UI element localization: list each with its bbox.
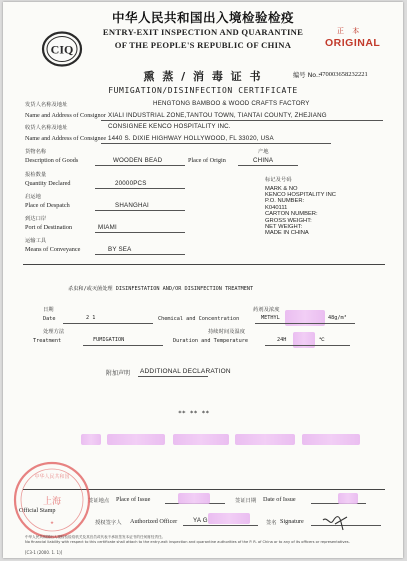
consignor-line2: XIALI INDUSTRIAL ZONE,TANTOU TOWN, TIANTAI COUNTY, ZHEJIANG: [108, 112, 327, 119]
officer-name: YA G: [193, 517, 208, 524]
quantity-underline: [95, 188, 185, 189]
method-label-cn: 处理方法: [43, 329, 65, 335]
origin-label-en: Place of Origin: [188, 157, 226, 164]
destination-value: MIAMI: [98, 224, 117, 231]
concentration-unit: 48g/m³: [328, 315, 347, 321]
origin-label-cn: 产地: [258, 149, 269, 155]
goods-value: WOODEN BEAD: [113, 157, 163, 164]
origin-underline: [238, 165, 298, 166]
goods-label-cn: 货物名称: [25, 149, 47, 155]
redacted-block: [173, 434, 229, 445]
despatch-label-cn: 启运地: [25, 194, 41, 200]
marks-block: [265, 192, 336, 237]
treatment-section-label: 杀虫和/或灭菌处理 DISINFESTATION AND/OR DISINFECTION TREATMENT: [68, 286, 254, 292]
redacted-block: [235, 434, 295, 445]
marks-label-en: MARK & NO: [265, 186, 298, 192]
method-underline: [83, 345, 163, 346]
chemical-label-en: Chemical and Concentration: [158, 316, 240, 322]
official-stamp-icon: [12, 460, 92, 540]
quantity-value: 20000PCS: [115, 180, 147, 187]
certificate-title-en: FUMIGATION/DISINFECTION CERTIFICATE: [108, 86, 298, 95]
destination-label-en: Port of Destination: [25, 224, 73, 231]
despatch-label-en: Place of Despatch: [25, 202, 70, 209]
conveyance-label-cn: 运输工具: [25, 238, 47, 244]
consignor-underline: [101, 120, 383, 121]
quantity-label-en: Quantity Declared: [25, 180, 71, 187]
conveyance-value: BY SEA: [108, 246, 132, 253]
temperature-unit: ℃: [319, 337, 325, 343]
svg-text:中华人民共和国: 中华人民共和国: [34, 474, 70, 480]
additional-underline: [138, 376, 208, 377]
original-label-en: ORIGINAL: [325, 37, 381, 49]
method-label-en: Treatment: [33, 338, 62, 344]
despatch-underline: [95, 210, 185, 211]
conveyance-label-en: Means of Conveyance: [25, 246, 81, 253]
destination-label-cn: 到达口岸: [25, 216, 47, 222]
consignee-label-cn: 收货人名称及地址: [25, 125, 68, 131]
marks-line: P.O. NUMBER:: [265, 198, 305, 205]
official-stamp-label: Official Stamp: [19, 507, 56, 514]
duration-label-en: Duration and Temperature: [173, 338, 248, 344]
duration-underline: [265, 345, 350, 346]
date-value: 2 1: [86, 315, 96, 321]
section-divider-top: [23, 264, 385, 265]
certificate-title-cn: 熏 蒸 / 消 毒 证 书: [143, 70, 263, 83]
consignor-label-en: Name and Address of Consignor: [25, 112, 106, 119]
marks-line: K040111: [265, 204, 288, 211]
marks-line: NET WEIGHT:: [265, 224, 303, 231]
despatch-value: SHANGHAI: [115, 202, 149, 209]
officer-label-en: Authorized Officer: [130, 518, 178, 525]
authority-title-cn: 中华人民共和国出入境检验检疫: [111, 10, 294, 25]
date-of-issue-label-en: Date of Issue: [263, 496, 296, 503]
place-of-issue-label-cn: 签证地点: [88, 498, 110, 504]
disclaimer-cn: 中华人民共和国出入境检验检疫机关及其官员或代表不承担签发本证书的任何财经责任。: [25, 535, 166, 539]
marks-label-cn: 标记及号码: [265, 177, 292, 183]
certificate-sheet: [3, 2, 403, 558]
redacted-block: [107, 434, 165, 445]
redacted-officer: [208, 513, 250, 524]
redacted-block: [81, 434, 101, 445]
officer-label-cn: 授权签字人: [95, 520, 122, 526]
certificate-number: 470003658232221: [319, 71, 368, 78]
certificate-number-label: 编号 No.:: [293, 72, 321, 79]
date-label-cn: 日期: [43, 307, 54, 313]
signature-label-cn: 签名: [266, 520, 277, 526]
authority-title-en-line2: OF THE PEOPLE'S REPUBLIC OF CHINA: [114, 40, 292, 50]
consignee-line1: CONSIGNEE KENCO HOSPITALITY INC.: [108, 123, 231, 130]
date-of-issue-label-cn: 签证日期: [235, 498, 257, 504]
consignee-underline: [101, 143, 331, 144]
method-value: FUMIGATION: [93, 337, 125, 343]
redacted-place: [178, 493, 210, 504]
form-code: [C3-1 (2000. 1. 1)]: [25, 550, 63, 555]
officer-underline: [183, 525, 258, 526]
disclaimer-en: No financial liability with respect to this certificate shall attach to the entry-exit inspection and quarantine authorities of the P. R. of China or to any of its officers or representatives.: [25, 540, 350, 544]
chemical-label-cn: 药剂及浓度: [253, 307, 280, 313]
authority-title-en-line1: ENTRY-EXIT INSPECTION AND QUARANTINE: [102, 27, 304, 37]
duration-value: 24H: [277, 337, 287, 343]
marks-line: KENCO HOSPITALITY INC: [265, 192, 336, 198]
additional-stars: ** ** **: [178, 409, 210, 417]
svg-text:★: ★: [49, 521, 55, 526]
original-label-cn: 正 本: [337, 27, 363, 35]
chemical-value: METHYL: [261, 315, 280, 321]
consignee-line2: 1440 S. DIXIE HIGHWAY HOLLYWOOD, FL 33020, USA: [108, 135, 274, 142]
date-label-en: Date: [43, 316, 56, 322]
marks-line: GROSS WEIGHT:: [265, 217, 312, 224]
quantity-label-cn: 报检数量: [25, 172, 47, 178]
marks-line: CARTON NUMBER:: [265, 211, 318, 218]
destination-underline: [95, 232, 185, 233]
date-underline: [63, 323, 153, 324]
svg-text:上海: 上海: [42, 497, 62, 507]
consignor-label-cn: 发货人名称及地址: [25, 102, 68, 108]
marks-line: MADE IN CHINA: [265, 230, 309, 237]
goods-underline: [95, 165, 185, 166]
duration-label-cn: 持续时间及温度: [208, 329, 246, 335]
svg-text:CIQ: CIQ: [50, 42, 74, 57]
additional-label-cn: 附加声明: [106, 370, 131, 377]
chemical-underline: [255, 323, 355, 324]
additional-label-en: ADDITIONAL DECLARATION: [140, 368, 231, 375]
goods-label-en: Description of Goods: [25, 157, 79, 164]
conveyance-underline: [95, 254, 185, 255]
redacted-block: [302, 434, 360, 445]
consignor-line1: HENGTONG BAMBOO & WOOD CRAFTS FACTORY: [153, 100, 310, 107]
consignee-label-en: Name and Address of Consignee: [25, 135, 107, 142]
handwritten-signature-icon: [321, 512, 351, 534]
signature-label-en: Signature: [280, 518, 304, 525]
redacted-date: [338, 493, 358, 504]
origin-value: CHINA: [253, 157, 274, 164]
place-of-issue-label-en: Place of Issue: [116, 496, 151, 503]
